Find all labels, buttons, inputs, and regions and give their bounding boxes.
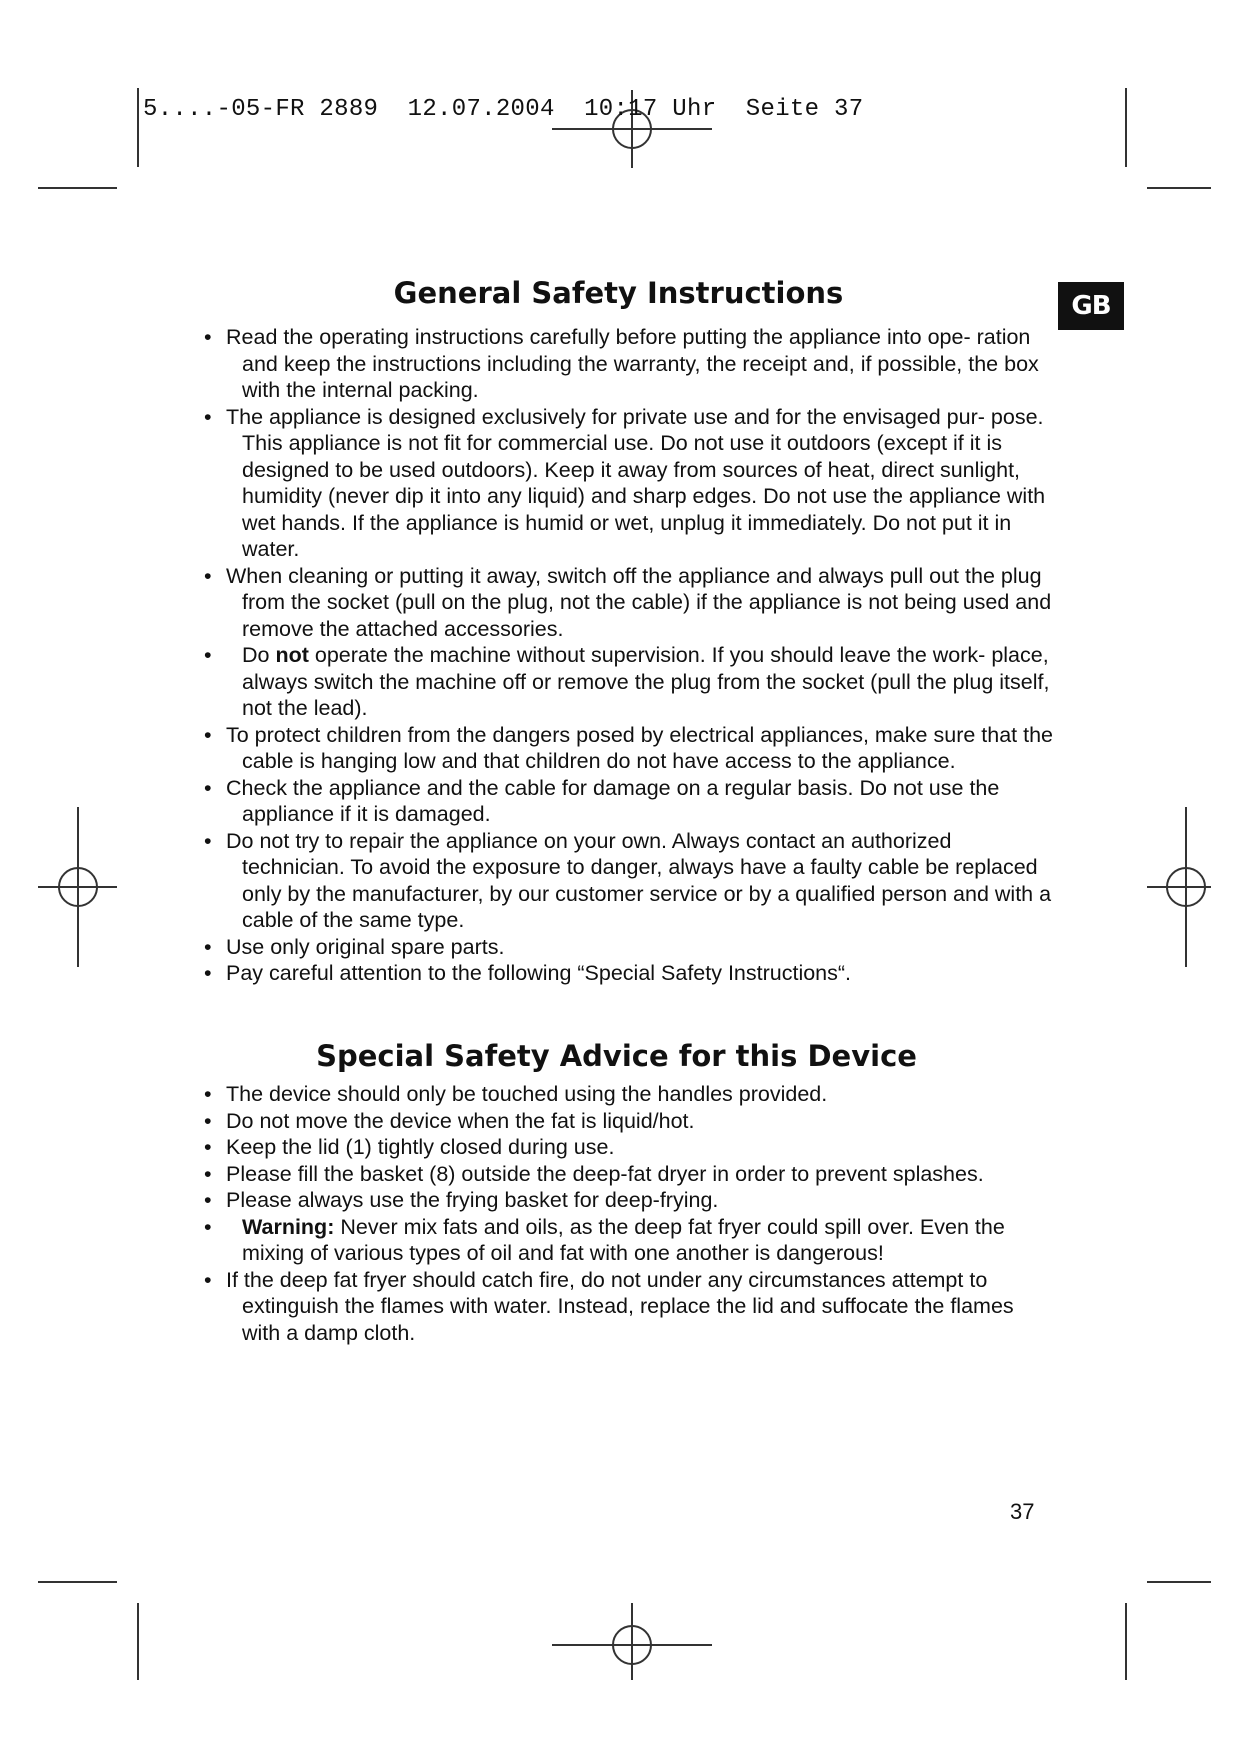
bullet-icon: •	[204, 1214, 212, 1239]
bullet-icon: •	[204, 1135, 212, 1159]
item-text: Do not try to repair the appliance on your own. Always contact an authorized	[226, 828, 952, 853]
item-text: When cleaning or putting it away, switch off the appliance and always pull out	[226, 563, 960, 588]
item-text: operate the machine without supervision. If you should leave the work-	[308, 643, 986, 667]
item-text: The device should only be touched using the handles provided.	[226, 1082, 828, 1106]
bullet-icon: •	[204, 961, 212, 985]
list-item	[204, 1108, 1054, 1135]
item-text-cont: that the cable is hanging low and that children do not have access to the appliance.	[242, 722, 1054, 773]
list-item	[204, 1187, 1054, 1214]
item-text: If the deep fat fryer should catch fire, do not under any circumstances attempt	[226, 1267, 964, 1292]
warning-label: Warning:	[242, 1214, 335, 1239]
item-text: Pay careful attention to the following “Special Safety Instructions“.	[226, 961, 852, 985]
item-text-cont: place, always switch the machine off or remove the plug from the socket (pull the plug itself, not the lead).	[242, 643, 1050, 720]
bullet-icon: •	[204, 563, 212, 588]
bullet-icon: •	[204, 643, 212, 667]
bullet-icon: •	[204, 828, 212, 853]
item-text: Check the appliance and the cable for damage on a regular basis. Do not use	[226, 775, 964, 800]
bullet-icon: •	[204, 1082, 212, 1106]
special-safety-title: Special Safety Advice for this Device	[316, 1039, 917, 1073]
item-text: To protect children from the dangers posed by electrical appliances, make sure	[226, 722, 976, 747]
item-text: Keep the lid (1) tightly closed during use.	[226, 1135, 615, 1159]
list-item	[204, 1161, 1054, 1188]
list-item	[204, 934, 1054, 961]
bullet-icon: •	[204, 722, 212, 747]
item-text-pre: Do	[242, 643, 276, 667]
list-item	[204, 404, 1054, 563]
list-item	[204, 324, 1054, 404]
item-text-cont: to extinguish the flames with water. Instead, replace the lid and suffocate the flames with a damp cloth.	[242, 1267, 1014, 1345]
list-item	[204, 960, 1054, 987]
list-item	[204, 828, 1054, 934]
page-number: 37	[1010, 1499, 1035, 1524]
item-text-cont: technician. To avoid the exposure to danger, always have a faulty cable be replaced only by the manufacturer, by our customer service or by a qualified person and with a cable of the same type.	[242, 855, 1052, 932]
item-text: Do not move the device when the fat is liquid/hot.	[226, 1108, 695, 1133]
item-text-cont: the appliance if it is damaged.	[242, 775, 1000, 826]
item-text: Please always use the frying basket for deep-frying.	[226, 1188, 719, 1212]
bullet-icon: •	[204, 325, 212, 349]
list-item	[204, 1081, 1054, 1108]
list-item	[204, 563, 1054, 643]
special-safety-list	[204, 1081, 1054, 1346]
general-safety-title: General Safety Instructions	[393, 276, 844, 310]
item-text-cont: pose. This appliance is not fit for commercial use. Do not use it outdoors (except if it is designed to be used outdoors). Keep it away from sources of heat, direct sunlight, humidity (never dip it into any liquid) and sharp edges. Do not use the appliance with wet hands. If the appliance is humid or wet, unplug it immediately. Do not put it in water.	[242, 404, 1046, 561]
list-item	[204, 642, 1054, 722]
emphasis-not: not	[275, 643, 309, 667]
list-item	[204, 722, 1054, 775]
item-text: Use only original spare parts.	[226, 934, 505, 959]
bullet-icon: •	[204, 1108, 212, 1133]
bullet-icon: •	[204, 1161, 212, 1186]
bullet-icon: •	[204, 1188, 212, 1212]
bullet-icon: •	[204, 404, 212, 429]
print-slug-header: 5....-05-FR 2889 12.07.2004 10:17 Uhr Seite 37	[143, 96, 864, 123]
list-item	[204, 1214, 1054, 1267]
item-text: Please fill the basket (8) outside the deep-fat dryer in order to prevent splashes.	[226, 1161, 984, 1186]
item-text-cont: mixing of various types of oil and fat with one another is dangerous!	[242, 1241, 884, 1265]
item-text: Read the operating instructions carefully before putting the appliance into ope-	[226, 325, 971, 349]
language-tab: GB	[1058, 282, 1124, 330]
list-item	[204, 1267, 1054, 1347]
item-text-cont: the plug from the socket (pull on the plug, not the cable) if the appliance is not being used and remove the attached accessories.	[242, 563, 1052, 641]
bullet-icon: •	[204, 1267, 212, 1292]
bullet-icon: •	[204, 934, 212, 959]
bullet-icon: •	[204, 775, 212, 800]
general-safety-list	[204, 324, 1054, 987]
list-item	[204, 1134, 1054, 1161]
item-text: The appliance is designed exclusively for private use and for the envisaged pur-	[226, 404, 985, 429]
item-text-cont: ration and keep the instructions including the warranty, the receipt and, if possible, the box with the internal packing.	[242, 325, 1039, 402]
item-text: Never mix fats and oils, as the deep fat fryer could spill over. Even the	[334, 1214, 1005, 1239]
list-item	[204, 775, 1054, 828]
